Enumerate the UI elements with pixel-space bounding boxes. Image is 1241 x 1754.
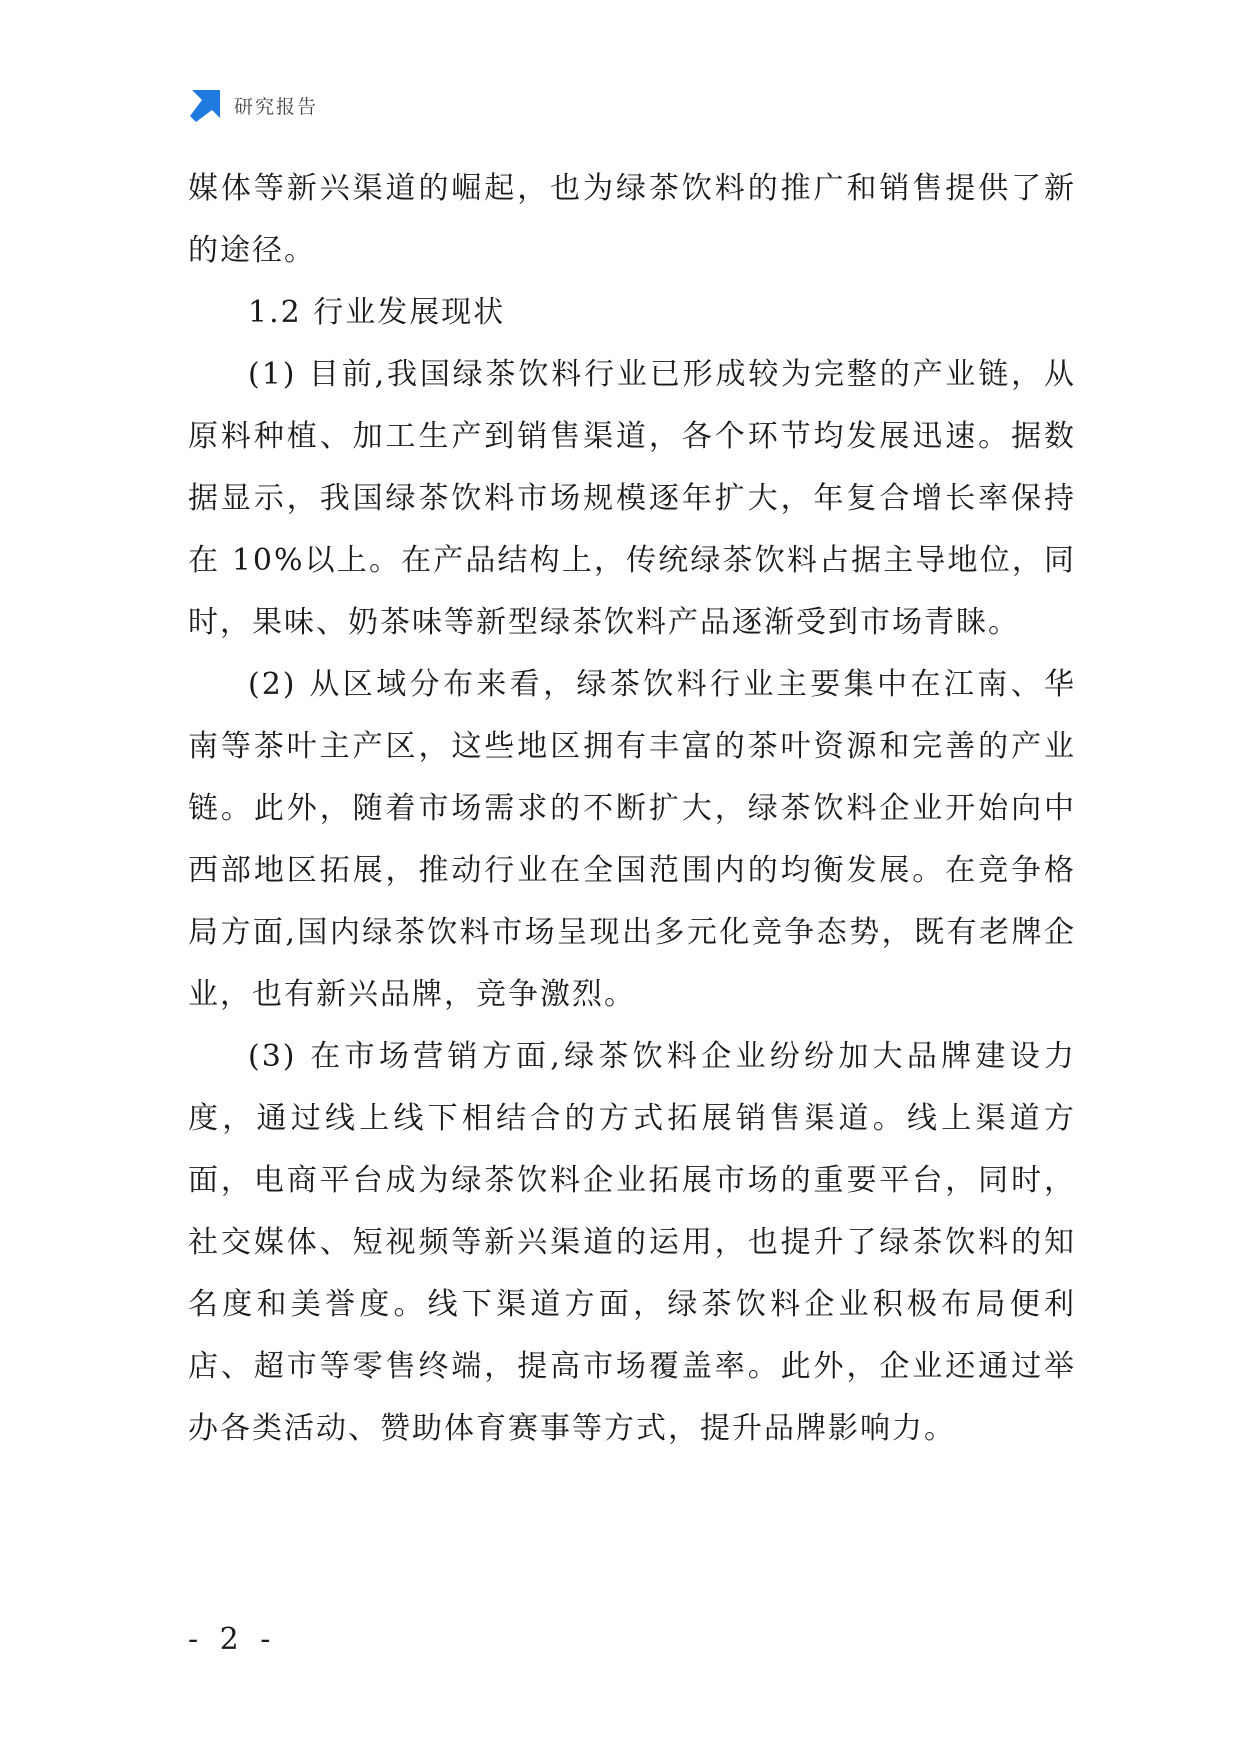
paragraph-2: (2) 从区域分布来看，绿茶饮料行业主要集中在江南、华南等茶叶主产区，这些地区拥有丰富的茶叶资源和完善的产业链。此外，随着市场需求的不断扩大，绿茶饮料企业开始向中西部地区拓展，推动行业在全国范围内的均衡发展。在竞争格局方面,国内绿茶饮料市场呈现出多元化竞争态势，既有老牌企业，也有新兴品牌，竞争激烈。: [188, 667, 1076, 1012]
report-header: [188, 88, 318, 122]
header-title: 研究报告: [234, 95, 319, 118]
page-number: - 2 -: [188, 1622, 277, 1657]
paragraph-1: (1) 目前,我国绿茶饮料行业已形成较为完整的产业链，从原料种植、加工生产到销售渠道，各个环节均发展迅速。据数据显示，我国绿茶饮料市场规模逐年扩大，年复合增长率保持在 10%以上。在产品结构上，传统绿茶饮料占据主导地位，同时，果味、奶茶味等新型绿茶饮料产品逐渐受到市场青睐。: [188, 357, 1076, 640]
document-body: [188, 158, 1076, 1460]
arrow-up-right-icon: [188, 88, 222, 122]
section-heading: 1.2 行业发展现状: [248, 295, 506, 330]
paragraph-3: (3) 在市场营销方面,绿茶饮料企业纷纷加大品牌建设力度，通过线上线下相结合的方式拓展销售渠道。线上渠道方面，电商平台成为绿茶饮料企业拓展市场的重要平台，同时，社交媒体、短视频等新兴渠道的运用，也提升了绿茶饮料的知名度和美誉度。线下渠道方面，绿茶饮料企业积极布局便利店、超市等零售终端，提高市场覆盖率。此外，企业还通过举办各类活动、赞助体育赛事等方式，提升品牌影响力。: [188, 1039, 1076, 1446]
paragraph-continuation: 媒体等新兴渠道的崛起，也为绿茶饮料的推广和销售提供了新的途径。: [188, 171, 1076, 268]
